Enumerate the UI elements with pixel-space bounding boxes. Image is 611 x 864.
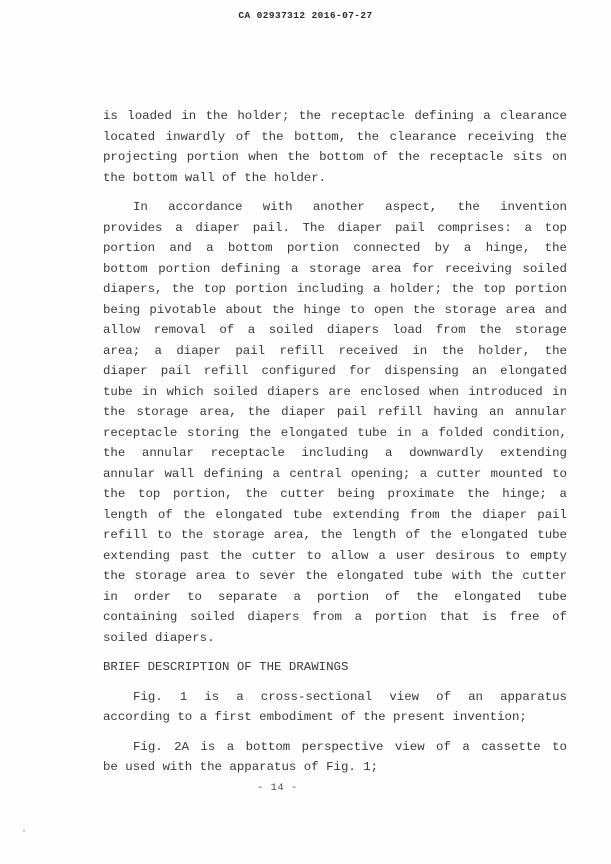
text-line: Fig. 2A is a bottom perspective view of a cassette to	[133, 739, 567, 754]
text-line: the bottom wall of the holder.	[103, 170, 327, 185]
text-line: Fig. 1 is a cross-sectional view of an apparatus	[133, 689, 567, 704]
text-line: portion and a bottom portion connected by a hinge, the	[103, 241, 567, 255]
text-line: be used with the apparatus of Fig. 1;	[103, 760, 379, 774]
text-line: annular wall defining a central opening; a cutter mounted to	[103, 466, 567, 481]
paragraph	[103, 737, 567, 778]
scan-artifact-mark	[23, 829, 25, 832]
header-stamp: CA 02937312 2016-07-27	[238, 10, 373, 21]
text-line: bottom portion defining a storage area for receiving soiled	[103, 261, 567, 276]
text-line: length of the elongated tube extending from the diaper pail	[103, 507, 567, 522]
text-line: projecting portion when the bottom of the receptacle sits on	[103, 150, 567, 164]
text-line: the top portion, the cutter being proximate the hinge; a	[103, 487, 567, 501]
text-line: tube in which soiled diapers are enclosed when introduced in	[103, 384, 567, 399]
text-line: is loaded in the holder; the receptacle defining a clearance	[103, 109, 567, 123]
text-line: containing soiled diapers from a portion that is free of	[103, 610, 567, 624]
text-line: diapers, the top portion including a holder; the top portion	[103, 282, 567, 296]
text-line: the storage area to sever the elongated tube with the cutter	[103, 569, 567, 583]
text-line: diaper pail refill configured for dispensing an elongated	[103, 364, 567, 378]
text-line: BRIEF DESCRIPTION OF THE DRAWINGS	[103, 660, 349, 674]
text-line: receptacle storing the elongated tube in a folded condition,	[103, 425, 567, 440]
paragraph	[103, 106, 567, 188]
text-line: refill to the storage area, the length of the elongated tube	[103, 528, 567, 542]
text-line: soiled diapers.	[103, 630, 215, 645]
page-number: - 14 -	[257, 782, 298, 794]
text-line: according to a first embodiment of the present invention;	[103, 710, 527, 724]
page-body-text	[103, 106, 567, 787]
text-line: located inwardly of the bottom, the clearance receiving the	[103, 129, 567, 144]
text-line: being pivotable about the hinge to open the storage area and	[103, 302, 567, 317]
text-line: allow removal of a soiled diapers load from the storage	[103, 323, 567, 337]
text-line: the storage area, the diaper pail refill having an annular	[103, 405, 567, 419]
text-line: area; a diaper pail refill received in the holder, the	[103, 343, 567, 358]
paragraph	[103, 197, 567, 648]
text-line: extending past the cutter to allow a user desirous to empty	[103, 548, 567, 563]
paragraph	[103, 687, 567, 728]
text-line: in order to separate a portion of the elongated tube	[103, 589, 567, 604]
text-line: provides a diaper pail. The diaper pail comprises: a top	[103, 220, 567, 235]
text-line: the annular receptacle including a downwardly extending	[103, 446, 567, 460]
text-line: In accordance with another aspect, the invention	[133, 200, 567, 214]
section-heading	[103, 657, 567, 678]
